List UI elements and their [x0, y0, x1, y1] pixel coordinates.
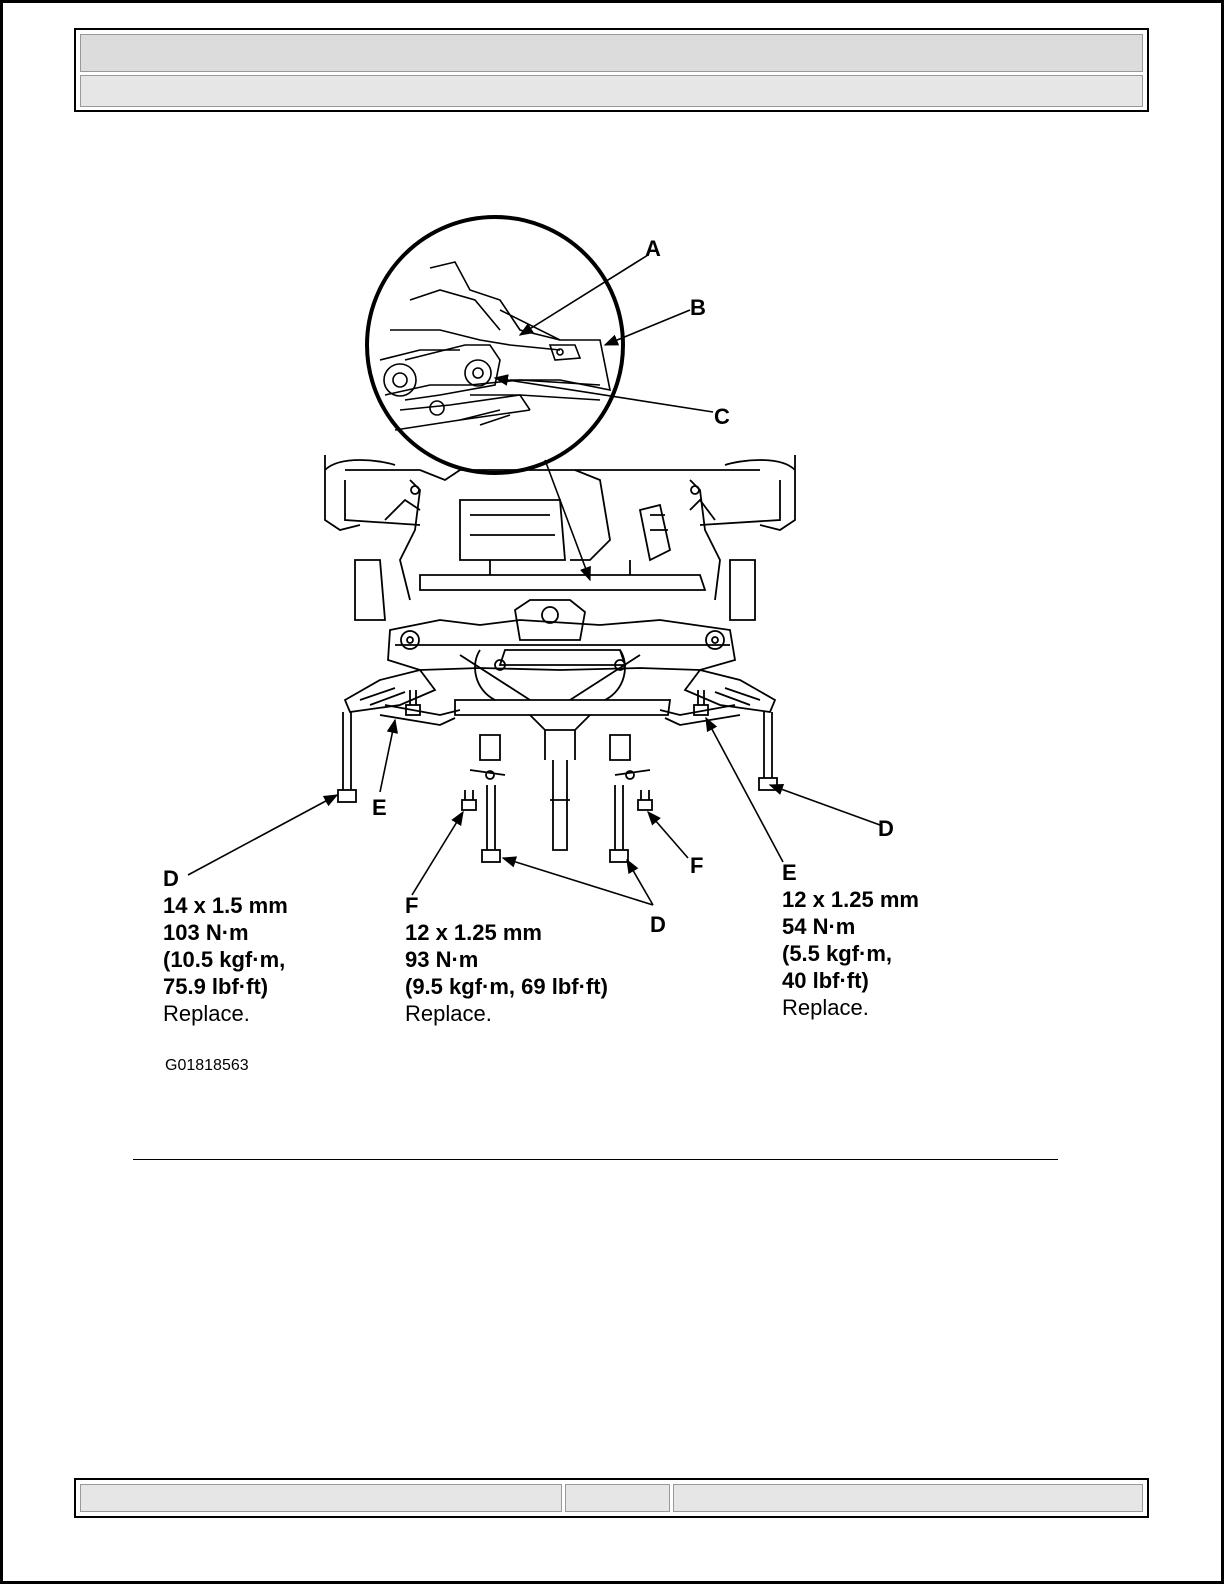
callout-d-right: D — [878, 816, 894, 841]
callout-c: C — [714, 404, 730, 429]
spec-e-torque: 54 N·m — [782, 914, 856, 939]
callout-d-center: D — [650, 912, 666, 937]
callout-a: A — [645, 236, 661, 261]
spec-f-letter: F — [405, 893, 419, 918]
spec-f-kgf: (9.5 kgf·m, 69 lbf·ft) — [405, 974, 608, 999]
footer-cell-left — [80, 1484, 562, 1512]
spec-f-torque: 93 N·m — [405, 947, 479, 972]
spec-e-kgf: (5.5 kgf·m, — [782, 941, 893, 966]
callout-f-right: F — [690, 853, 704, 878]
spec-e-size: 12 x 1.25 mm — [782, 887, 919, 912]
bolt-f-right — [638, 790, 652, 810]
spec-e — [782, 860, 919, 1020]
spec-d-kgf: (10.5 kgf·m, — [163, 947, 286, 972]
spec-f-size: 12 x 1.25 mm — [405, 920, 542, 945]
spec-d — [163, 866, 288, 1026]
section-divider — [133, 1159, 1058, 1160]
bolt-d-center-right — [610, 785, 628, 862]
detail-magnifier — [367, 217, 623, 473]
spec-d-size: 14 x 1.5 mm — [163, 893, 288, 918]
bolt-d-left — [338, 712, 356, 802]
footer-cell-middle — [565, 1484, 670, 1512]
bolt-d-center-left — [482, 785, 500, 862]
callout-b: B — [690, 295, 706, 320]
spec-e-note: Replace. — [782, 995, 869, 1020]
spec-f — [405, 893, 608, 1026]
spec-e-letter: E — [782, 860, 797, 885]
callout-e-left: E — [372, 795, 387, 820]
spec-d-lbf: 75.9 lbf·ft) — [163, 974, 269, 999]
page-footer — [74, 1478, 1149, 1518]
spec-e-lbf: 40 lbf·ft) — [782, 968, 869, 993]
spec-f-note: Replace. — [405, 1001, 492, 1026]
spec-d-torque: 103 N·m — [163, 920, 249, 945]
bolt-f-left — [462, 790, 476, 810]
spec-d-note: Replace. — [163, 1001, 250, 1026]
spec-d-letter: D — [163, 866, 179, 891]
subframe-assembly — [325, 455, 795, 862]
footer-cell-right — [673, 1484, 1143, 1512]
bolt-d-right — [759, 712, 777, 790]
figure-code: G01818563 — [165, 1057, 249, 1074]
